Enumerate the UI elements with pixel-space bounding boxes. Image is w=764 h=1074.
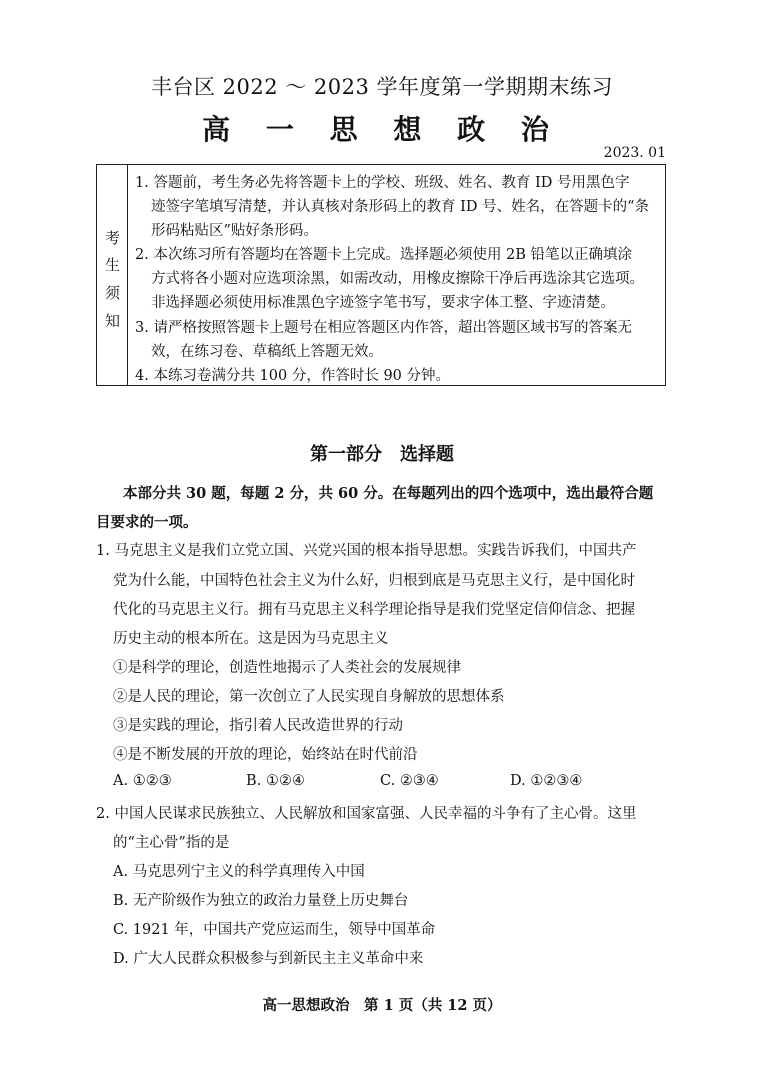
- question-1-statement: ②是人民的理论，第一次创立了人民实现自身解放的思想体系: [113, 689, 505, 705]
- question-1-stem: 党为什么能，中国特色社会主义为什么好，归根到底是马克思主义行，是中国化时: [113, 573, 635, 589]
- question-1-statement: ①是科学的理论，创造性地揭示了人类社会的发展规律: [113, 660, 461, 676]
- exam-title: 丰台区 2022 ～ 2023 学年度第一学期期末练习: [150, 75, 614, 99]
- notice-line: 3. 请严格按照答题卡上题号在相应答题区内作答，超出答题区域书写的答案无: [135, 320, 632, 336]
- notice-line: 效，在练习卷、草稿纸上答题无效。: [151, 344, 383, 360]
- notice-label-char: 生: [104, 256, 120, 274]
- question-2-option-d[interactable]: D. 广大人民群众积极参与到新民主主义革命中来: [113, 951, 424, 967]
- question-1-stem: 1. 马克思主义是我们立党立国、兴党兴国的根本指导思想。实践告诉我们，中国共产: [96, 543, 637, 559]
- notice-label-column: [97, 165, 128, 385]
- exam-date: 2023. 01: [603, 145, 666, 161]
- notice-label-char: 考: [104, 229, 120, 247]
- question-1-option-a[interactable]: A. ①②③: [113, 773, 172, 789]
- candidate-notice-box: [96, 164, 666, 386]
- question-2-option-b[interactable]: B. 无产阶级作为独立的政治力量登上历史舞台: [113, 893, 409, 909]
- question-2-option-c[interactable]: C. 1921 年，中国共产党应运而生，领导中国革命: [113, 922, 436, 938]
- section-intro: 本部分共 30 题，每题 2 分，共 60 分。在每题列出的四个选项中，选出最符合题: [123, 485, 654, 502]
- subject-title: 高 一 思 想 政 治: [202, 113, 562, 146]
- question-1-stem: 代化的马克思主义行。拥有马克思主义科学理论指导是我们党坚定信仰信念、把握: [113, 602, 635, 618]
- notice-line: 形码粘贴区”贴好条形码。: [151, 223, 318, 239]
- notice-line: 2. 本次练习所有答题均在答题卡上完成。选择题必须使用 2B 铅笔以正确填涂: [135, 247, 633, 263]
- section-intro: 目要求的一项。: [96, 514, 198, 531]
- section-title: 第一部分 选择题: [310, 444, 454, 465]
- page-footer: 高一思想政治 第 1 页（共 12 页）: [262, 997, 502, 1014]
- question-2-option-a[interactable]: A. 马克思列宁主义的科学真理传入中国: [113, 864, 365, 880]
- question-1-stem: 历史主动的根本所在。这是因为马克思主义: [113, 631, 389, 647]
- notice-line: 1. 答题前，考生务必先将答题卡上的学校、班级、姓名、教育 ID 号用黑色字: [135, 175, 630, 191]
- question-2-stem: 2. 中国人民谋求民族独立、人民解放和国家富强、人民幸福的斗争有了主心骨。这里: [96, 806, 637, 822]
- notice-label-char: 知: [104, 312, 120, 330]
- notice-line: 非选择题必须使用标准黑色字迹签字笔书写，要求字体工整、字迹清楚。: [151, 295, 615, 311]
- notice-label-char: 须: [104, 284, 120, 302]
- question-1-option-c[interactable]: C. ②③④: [380, 773, 439, 789]
- notice-line: 迹签字笔填写清楚，并认真核对条形码上的教育 ID 号、姓名，在答题卡的“条: [151, 199, 649, 215]
- question-1-option-d[interactable]: D. ①②③④: [510, 773, 583, 789]
- question-1-option-b[interactable]: B. ①②④: [246, 773, 305, 789]
- notice-line: 4. 本练习卷满分共 100 分，作答时长 90 分钟。: [135, 368, 451, 384]
- notice-line: 方式将各小题对应选项涂黑，如需改动，用橡皮擦除干净后再选涂其它选项。: [151, 271, 644, 287]
- question-1-statement: ③是实践的理论，指引着人民改造世界的行动: [113, 718, 403, 734]
- question-1-statement: ④是不断发展的开放的理论，始终站在时代前沿: [113, 747, 418, 763]
- question-2-stem: 的“主心骨”指的是: [113, 835, 230, 851]
